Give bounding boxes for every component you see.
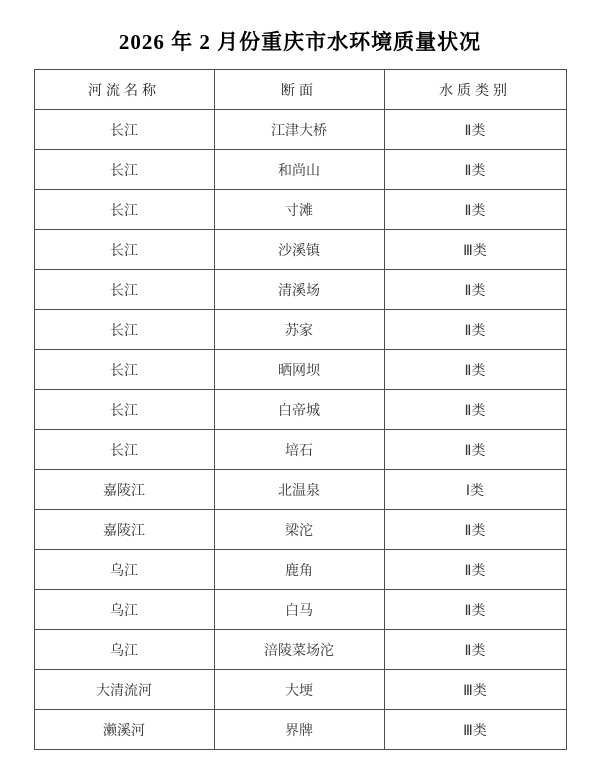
column-header: 水质类别 [384, 70, 566, 110]
page-title: 2026 年 2 月份重庆市水环境质量状况 [118, 30, 482, 54]
table-cell: 江津大桥 [214, 110, 384, 150]
table-cell: Ⅱ类 [384, 550, 566, 590]
table-cell: Ⅱ类 [384, 350, 566, 390]
table-row [34, 710, 566, 750]
table-cell: 长江 [34, 350, 214, 390]
table-cell: 长江 [34, 390, 214, 430]
table-cell: Ⅱ类 [384, 590, 566, 630]
table-row [34, 310, 566, 350]
column-header: 河流名称 [34, 70, 214, 110]
table-cell: 嘉陵江 [34, 510, 214, 550]
table-cell: 鹿角 [214, 550, 384, 590]
table-cell: 长江 [34, 430, 214, 470]
table-cell: 大清流河 [34, 670, 214, 710]
table-cell: 长江 [34, 230, 214, 270]
table-cell: 和尚山 [214, 150, 384, 190]
column-header: 断面 [214, 70, 384, 110]
table-cell: 乌江 [34, 590, 214, 630]
table-cell: 寸滩 [214, 190, 384, 230]
table-cell: Ⅱ类 [384, 430, 566, 470]
table-cell: Ⅱ类 [384, 110, 566, 150]
table-row [34, 550, 566, 590]
table-row [34, 270, 566, 310]
table-cell: Ⅱ类 [384, 190, 566, 230]
table-cell: 长江 [34, 270, 214, 310]
table-row [34, 350, 566, 390]
table-cell: 沙溪镇 [214, 230, 384, 270]
table-row [34, 230, 566, 270]
table-cell: 长江 [34, 190, 214, 230]
table-cell: 苏家 [214, 310, 384, 350]
table-cell: 长江 [34, 110, 214, 150]
table-cell: Ⅱ类 [384, 270, 566, 310]
table-cell: 晒网坝 [214, 350, 384, 390]
table-row [34, 590, 566, 630]
table-cell: Ⅲ类 [384, 230, 566, 270]
table-cell: Ⅱ类 [384, 510, 566, 550]
table-cell: 大埂 [214, 670, 384, 710]
water-quality-table [34, 69, 567, 750]
table-cell: 北温泉 [214, 470, 384, 510]
table-row [34, 510, 566, 550]
table-cell: Ⅱ类 [384, 630, 566, 670]
table-cell: 濑溪河 [34, 710, 214, 750]
header-row [34, 70, 566, 110]
table-cell: 嘉陵江 [34, 470, 214, 510]
table-cell: 长江 [34, 150, 214, 190]
table-cell: Ⅲ类 [384, 670, 566, 710]
table-cell: Ⅱ类 [384, 150, 566, 190]
table-cell: 涪陵菜场沱 [214, 630, 384, 670]
table-row [34, 190, 566, 230]
table-row [34, 110, 566, 150]
table-cell: Ⅰ类 [384, 470, 566, 510]
table-cell: 白马 [214, 590, 384, 630]
table-row [34, 470, 566, 510]
table-row [34, 670, 566, 710]
table-row [34, 390, 566, 430]
table-row [34, 150, 566, 190]
table-cell: 培石 [214, 430, 384, 470]
table-cell: 梁沱 [214, 510, 384, 550]
table-cell: 白帝城 [214, 390, 384, 430]
table-cell: 清溪场 [214, 270, 384, 310]
table-cell: Ⅲ类 [384, 710, 566, 750]
table-cell: Ⅱ类 [384, 310, 566, 350]
table-cell: 界牌 [214, 710, 384, 750]
table-row [34, 630, 566, 670]
table-cell: 乌江 [34, 550, 214, 590]
table-row [34, 430, 566, 470]
table-body [34, 110, 566, 750]
table-cell: Ⅱ类 [384, 390, 566, 430]
table-cell: 乌江 [34, 630, 214, 670]
table-cell: 长江 [34, 310, 214, 350]
